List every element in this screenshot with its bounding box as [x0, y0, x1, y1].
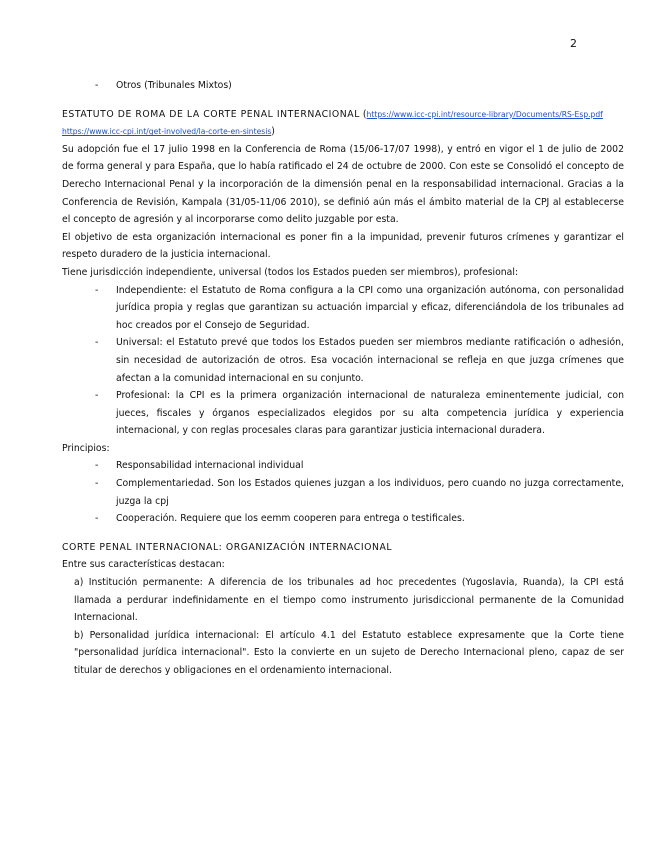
list-item-otros: - Otros (Tribunales Mixtos): [62, 77, 624, 95]
estatuto-paragraph-jurisdiccion: Tiene jurisdicción independiente, universal (todos los Estados pueden ser miembros), profesional:: [62, 266, 519, 278]
corte-heading: CORTE PENAL INTERNACIONAL: ORGANIZACIÓN INTERNACIONAL: [62, 541, 393, 553]
features-list: [62, 282, 624, 440]
corte-item-b: b) Personalidad jurídica internacional: El artículo 4.1 del Estatuto establece expresamente que la Corte tiene "personalidad jurídica internacional". Esto la convierte en un sujeto de Derecho Internacional pleno, capaz de ser titular de derechos y obligaciones en el ordenamiento internacional.: [74, 629, 624, 676]
corte-intro: Entre sus características destacan:: [62, 559, 225, 571]
principle-responsabilidad: - Responsabilidad internacional individual: [62, 457, 624, 475]
page-content: [62, 77, 624, 680]
estatuto-paragraph-objetivo: El objetivo de esta organización internacional es poner fin a la impunidad, prevenir futuros crímenes y garantizar el respeto duradero de la justicia internacional.: [62, 231, 624, 261]
page-number: 2: [570, 37, 577, 50]
principle-cooperacion: - Cooperación. Requiere que los eemm cooperen para entrega o testificales.: [62, 510, 624, 528]
link-rs-esp-pdf[interactable]: https://www.icc-cpi.int/resource-library/Documents/RS-Esp.pdf: [366, 109, 603, 119]
estatuto-paragraph-adopcion: Su adopción fue el 17 julio 1998 en la Conferencia de Roma (15/06-17/07 1998), y entró en vigor el 1 de julio de 2002 de forma general y para España, que lo había ratificado el 24 de octubre de 2000. Con este se Consolidó el concepto de Derecho Internacional Penal y la incorporación de la dimensión penal en la responsabilidad internacional. Gracias a la Conferencia de Revisión, Kampala (31/05-11/06 2010), se definió aún más el ámbito material de la CPJ al establecerse el concepto de agresión y al incorporarse como delito juzgable por esta.: [62, 143, 624, 226]
principle-complementariedad: - Complementariedad. Son los Estados quienes juzgan a los individuos, pero cuando no juzga correctamente, juzga la cpj: [62, 475, 624, 510]
principles-label: Principios:: [62, 442, 110, 454]
top-list: [62, 77, 624, 95]
feature-independiente: - Independiente: el Estatuto de Roma configura a la CPI como una organización autónoma, con personalidad jurídica propia y reglas que garantizan su actuación imparcial y eficaz, diferenciándola de los tribunales ad hoc creados por el Consejo de Seguridad.: [62, 282, 624, 335]
principles-list: [62, 457, 624, 527]
link-la-corte-en-sintesis[interactable]: https://www.icc-cpi.int/get-involved/la-corte-en-sintesis: [62, 127, 272, 137]
feature-universal: - Universal: el Estatuto prevé que todos los Estados pueden ser miembros mediante ratificación o adhesión, sin necesidad de autorización de otros. Esa vocación internacional se refleja en que juzga crímenes que afectan a la comunidad internacional en su conjunto.: [62, 334, 624, 387]
corte-item-a: a) Institución permanente: A diferencia de los tribunales ad hoc precedentes (Yugoslavia, Ruanda), la CPI está llamada a perdurar indefinidamente en el tiempo como instrumento jurisdiccional permanente de la Comunidad Internacional.: [74, 577, 624, 624]
estatuto-heading-line: ESTATUTO DE ROMA DE LA CORTE PENAL INTERNACIONAL (https://www.icc-cpi.int/resource-library/Documents/RS-Esp.pdf https://www.icc-cpi.int/get-involved/la-corte-en-sintesis): [62, 108, 603, 138]
estatuto-heading: ESTATUTO DE ROMA DE LA CORTE PENAL INTERNACIONAL: [62, 108, 360, 120]
feature-profesional: - Profesional: la CPI es la primera organización internacional de naturaleza eminentemente judicial, con jueces, fiscales y órganos especializados elegidos por su alta competencia jurídica y experiencia internacional, y con reglas procesales claras para garantizar justicia internacional duradera.: [62, 387, 624, 440]
